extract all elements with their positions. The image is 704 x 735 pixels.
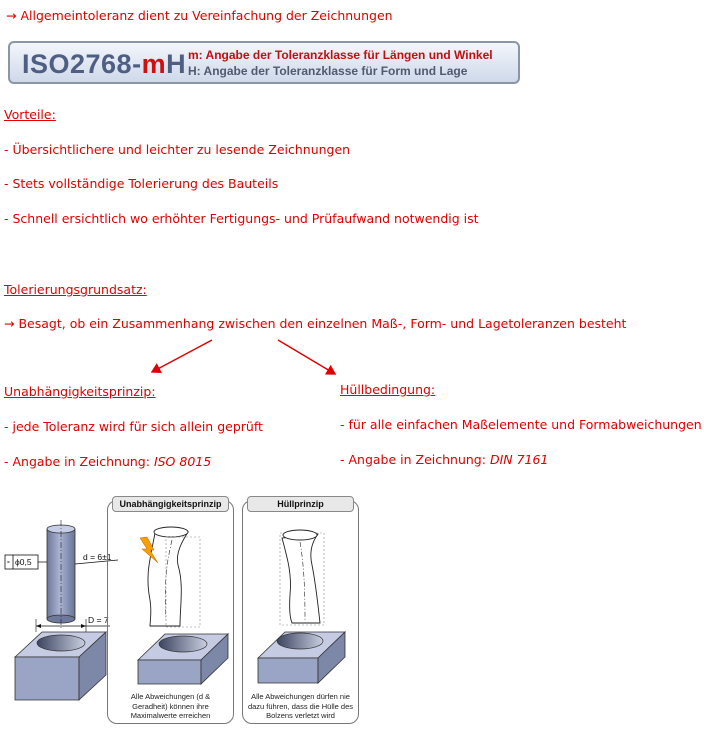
panel1-title: Unabhängigkeitsprinzip bbox=[112, 496, 229, 512]
vorteile-heading: Vorteile: bbox=[4, 107, 56, 122]
huell-heading: Hüllbedingung: bbox=[340, 382, 436, 397]
iso-desc-m: m: Angabe der Toleranzklasse für Längen und Winkel bbox=[188, 48, 493, 62]
left-cylinder bbox=[47, 520, 75, 630]
huell-item-1: - für alle einfachen Maßelemente und Formabweichungen bbox=[340, 417, 702, 432]
dim-d-label: d = 6±1 bbox=[83, 552, 112, 562]
tol-value: ϕ0,5 bbox=[15, 557, 32, 567]
unabhaengig-heading: Unabhängigkeitsprinzip: bbox=[4, 384, 156, 399]
intro-text: Allgemeintoleranz dient zu Vereinfachung der Zeichnungen bbox=[20, 8, 393, 23]
panel2-caption: Alle Abweichungen dürfen nie dazu führen, dass die Hülle des Bolzens verletzt wird bbox=[247, 692, 354, 720]
dim-D-label: D = 7 bbox=[88, 615, 109, 625]
vorteile-item-3: - Schnell ersichtlich wo erhöhter Fertigungs- und Prüfaufwand notwendig ist bbox=[4, 211, 479, 226]
grundsatz-heading: Tolerierungsgrundsatz: bbox=[4, 282, 147, 297]
norm-din-7161: DIN 7161 bbox=[489, 452, 549, 467]
panel1-caption: Alle Abweichungen (d & Geradheit) können ihre Maximalwerte erreichen bbox=[130, 692, 211, 720]
vorteile-item-1: - Übersichtlichere und leichter zu lesende Zeichnungen bbox=[4, 142, 351, 157]
tol-symbol: - bbox=[7, 556, 10, 566]
huell-item-2: - Angabe in Zeichnung: DIN 7161 bbox=[340, 452, 549, 467]
norm-iso-8015: ISO 8015 bbox=[153, 454, 212, 469]
arrow-right-icon: → bbox=[4, 316, 15, 331]
vorteile-item-2: - Stets vollständige Tolerierung des Bauteils bbox=[4, 176, 279, 191]
unabhaengig-item-2: - Angabe in Zeichnung: ISO 8015 bbox=[4, 454, 212, 469]
left-block bbox=[15, 632, 106, 700]
panel-huellprinzip bbox=[242, 500, 359, 724]
arrow-right-icon: → bbox=[6, 8, 17, 23]
iso-desc-h: H: Angabe der Toleranzklasse für Form und Lage bbox=[188, 64, 468, 78]
panel-unabhaengigkeitsprinzip bbox=[107, 500, 234, 724]
panel2-title: Hüllprinzip bbox=[247, 496, 354, 512]
unabhaengig-item-1: - jede Toleranz wird für sich allein geprüft bbox=[4, 419, 263, 434]
grundsatz-text: Besagt, ob ein Zusammenhang zwischen den einzelnen Maß-, Form- und Lagetoleranzen besteht bbox=[18, 316, 627, 331]
iso-code: ISO2768-mH bbox=[22, 49, 187, 79]
